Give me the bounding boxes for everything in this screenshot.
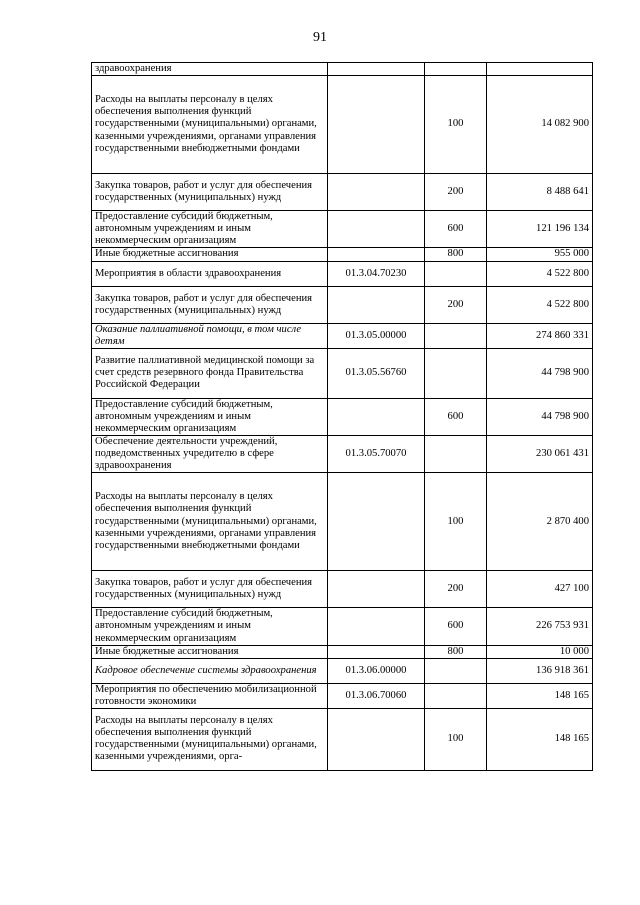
- table-row: [92, 683, 593, 708]
- target-code-cell: 01.3.06.70060: [328, 683, 425, 708]
- target-code-cell: 01.3.05.00000: [328, 324, 425, 349]
- table-row: [92, 658, 593, 683]
- amount-cell: 136 918 361: [487, 658, 593, 683]
- table-row: [92, 349, 593, 398]
- amount-cell: 230 061 431: [487, 435, 593, 472]
- table-row: [92, 398, 593, 435]
- budget-table: [91, 62, 593, 771]
- amount-cell: 427 100: [487, 571, 593, 608]
- target-code-cell: 01.3.05.56760: [328, 349, 425, 398]
- target-code-cell: [328, 398, 425, 435]
- amount-cell: 226 753 931: [487, 608, 593, 645]
- table-row: [92, 571, 593, 608]
- table-row: [92, 63, 593, 76]
- budget-table-body: [92, 63, 593, 771]
- expense-name-cell: здравоохранения: [92, 63, 328, 76]
- expense-name-cell: Кадровое обеспечение системы здравоохранения: [92, 658, 328, 683]
- target-code-cell: [328, 76, 425, 174]
- table-row: [92, 211, 593, 248]
- expense-name-cell: Иные бюджетные ассигнования: [92, 645, 328, 658]
- amount-cell: 955 000: [487, 248, 593, 261]
- table-row: [92, 608, 593, 645]
- expense-type-cell: [425, 349, 487, 398]
- target-code-cell: [328, 709, 425, 771]
- target-code-cell: [328, 211, 425, 248]
- amount-cell: 44 798 900: [487, 398, 593, 435]
- expense-type-cell: 200: [425, 286, 487, 323]
- target-code-cell: 01.3.06.00000: [328, 658, 425, 683]
- target-code-cell: [328, 286, 425, 323]
- table-row: [92, 261, 593, 286]
- amount-cell: 10 000: [487, 645, 593, 658]
- expense-type-cell: 600: [425, 211, 487, 248]
- expense-name-cell: Иные бюджетные ассигнования: [92, 248, 328, 261]
- table-row: [92, 286, 593, 323]
- amount-cell: [487, 63, 593, 76]
- table-row: [92, 709, 593, 771]
- expense-name-cell: Закупка товаров, работ и услуг для обеспечения государственных (муниципальных) нужд: [92, 571, 328, 608]
- target-code-cell: [328, 248, 425, 261]
- expense-type-cell: 800: [425, 248, 487, 261]
- expense-name-cell: Оказание паллиативной помощи, в том числе детям: [92, 324, 328, 349]
- expense-type-cell: [425, 435, 487, 472]
- expense-type-cell: [425, 63, 487, 76]
- table-row: [92, 645, 593, 658]
- expense-type-cell: 200: [425, 571, 487, 608]
- amount-cell: 274 860 331: [487, 324, 593, 349]
- target-code-cell: 01.3.04.70230: [328, 261, 425, 286]
- expense-name-cell: Расходы на выплаты персоналу в целях обеспечения выполнения функций государственными (муниципальными) органами, казенными учреждениями, органами управления государственными внебюджетными фондами: [92, 473, 328, 571]
- target-code-cell: [328, 63, 425, 76]
- target-code-cell: [328, 608, 425, 645]
- expense-type-cell: 100: [425, 473, 487, 571]
- expense-name-cell: Развитие паллиативной медицинской помощи за счет средств резервного фонда Правительства Российской Федерации: [92, 349, 328, 398]
- amount-cell: 2 870 400: [487, 473, 593, 571]
- expense-type-cell: 200: [425, 173, 487, 210]
- expense-name-cell: Мероприятия в области здравоохранения: [92, 261, 328, 286]
- expense-name-cell: Мероприятия по обеспечению мобилизационной готовности экономики: [92, 683, 328, 708]
- amount-cell: 4 522 800: [487, 286, 593, 323]
- table-row: [92, 248, 593, 261]
- amount-cell: 44 798 900: [487, 349, 593, 398]
- expense-name-cell: Расходы на выплаты персоналу в целях обеспечения выполнения функций государственными (муниципальными) органами, казенными учреждениями, орга-: [92, 709, 328, 771]
- expense-name-cell: Закупка товаров, работ и услуг для обеспечения государственных (муниципальных) нужд: [92, 173, 328, 210]
- target-code-cell: [328, 571, 425, 608]
- target-code-cell: [328, 473, 425, 571]
- table-row: [92, 173, 593, 210]
- amount-cell: 148 165: [487, 683, 593, 708]
- expense-type-cell: 600: [425, 398, 487, 435]
- expense-type-cell: [425, 683, 487, 708]
- table-row: [92, 473, 593, 571]
- expense-type-cell: 100: [425, 709, 487, 771]
- expense-type-cell: 100: [425, 76, 487, 174]
- expense-name-cell: Предоставление субсидий бюджетным, автономным учреждениям и иным некоммерческим организациям: [92, 608, 328, 645]
- expense-type-cell: [425, 261, 487, 286]
- expense-type-cell: 800: [425, 645, 487, 658]
- amount-cell: 148 165: [487, 709, 593, 771]
- amount-cell: 8 488 641: [487, 173, 593, 210]
- amount-cell: 121 196 134: [487, 211, 593, 248]
- expense-name-cell: Обеспечение деятельности учреждений, подведомственных учредителю в сфере здравоохранения: [92, 435, 328, 472]
- page-number: 91: [313, 30, 327, 45]
- table-row: [92, 324, 593, 349]
- expense-name-cell: Закупка товаров, работ и услуг для обеспечения государственных (муниципальных) нужд: [92, 286, 328, 323]
- expense-name-cell: Расходы на выплаты персоналу в целях обеспечения выполнения функций государственными (муниципальными) органами, казенными учреждениями, органами управления государственными внебюджетными фондами: [92, 76, 328, 174]
- table-row: [92, 435, 593, 472]
- target-code-cell: [328, 173, 425, 210]
- table-row: [92, 76, 593, 174]
- target-code-cell: [328, 645, 425, 658]
- target-code-cell: 01.3.05.70070: [328, 435, 425, 472]
- expense-type-cell: [425, 324, 487, 349]
- amount-cell: 4 522 800: [487, 261, 593, 286]
- amount-cell: 14 082 900: [487, 76, 593, 174]
- expense-type-cell: [425, 658, 487, 683]
- expense-type-cell: 600: [425, 608, 487, 645]
- expense-name-cell: Предоставление субсидий бюджетным, автономным учреждениям и иным некоммерческим организациям: [92, 398, 328, 435]
- expense-name-cell: Предоставление субсидий бюджетным, автономным учреждениям и иным некоммерческим организациям: [92, 211, 328, 248]
